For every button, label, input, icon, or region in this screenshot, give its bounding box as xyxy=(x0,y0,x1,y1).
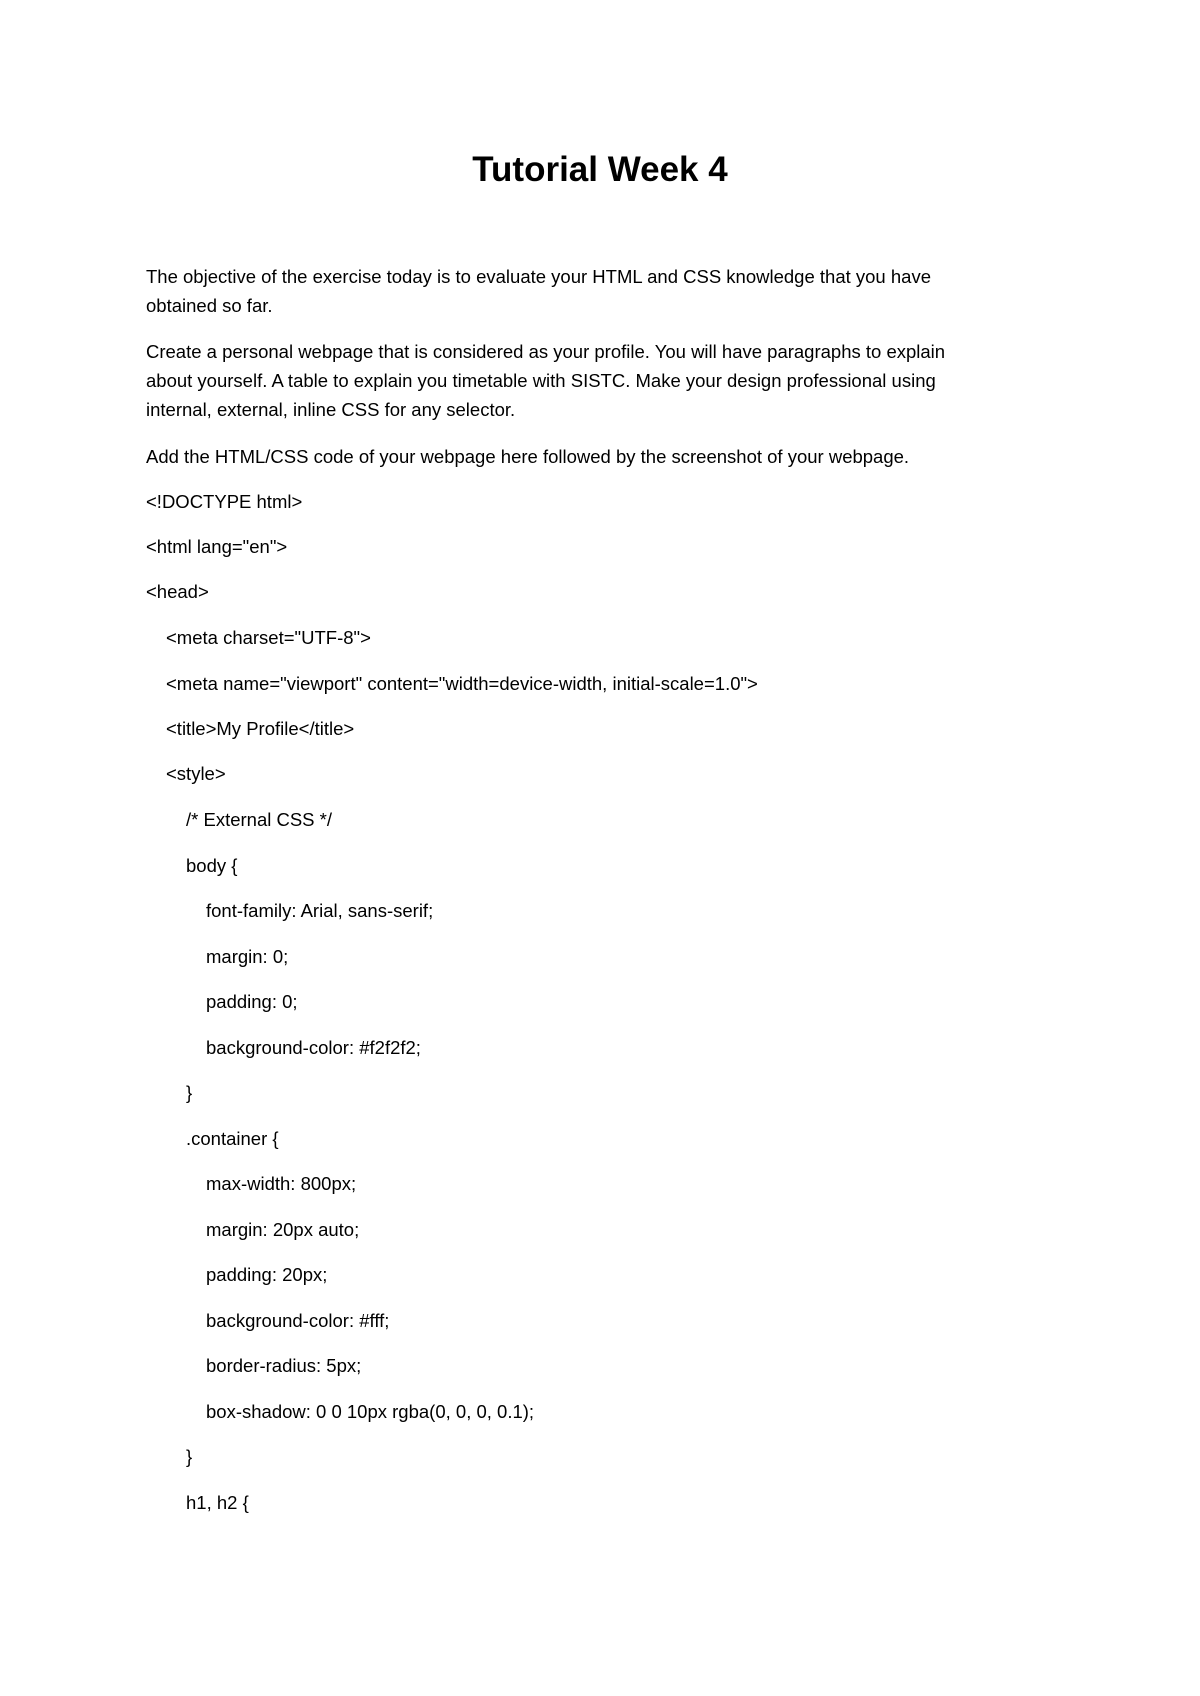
code-line: margin: 0; xyxy=(206,946,289,967)
code-line: <meta charset="UTF-8"> xyxy=(166,627,371,648)
task-paragraph-line: internal, external, inline CSS for any selector. xyxy=(146,399,516,420)
code-line: .container { xyxy=(186,1128,279,1149)
code-line: border-radius: 5px; xyxy=(206,1355,362,1376)
code-line: max-width: 800px; xyxy=(206,1173,357,1194)
code-line: <meta name="viewport" content="width=device-width, initial-scale=1.0"> xyxy=(166,673,758,694)
instruction-paragraph: Add the HTML/CSS code of your webpage here followed by the screenshot of your webpage. xyxy=(146,446,910,467)
code-line: <!DOCTYPE html> xyxy=(146,491,303,512)
code-line: /* External CSS */ xyxy=(186,809,333,830)
intro-paragraph-line: The objective of the exercise today is to evaluate your HTML and CSS knowledge that you have xyxy=(146,266,931,287)
code-line: <html lang="en"> xyxy=(146,536,288,557)
code-line: <style> xyxy=(166,763,226,784)
code-line: margin: 20px auto; xyxy=(206,1219,360,1240)
code-line: <head> xyxy=(146,581,209,602)
code-line: font-family: Arial, sans-serif; xyxy=(206,900,434,921)
code-line: } xyxy=(186,1082,193,1103)
code-line: } xyxy=(186,1446,193,1467)
code-line: padding: 20px; xyxy=(206,1264,328,1285)
code-line: h1, h2 { xyxy=(186,1492,249,1513)
code-line: background-color: #fff; xyxy=(206,1310,390,1331)
task-paragraph-line: about yourself. A table to explain you timetable with SISTC. Make your design professional using xyxy=(146,370,936,391)
code-line: box-shadow: 0 0 10px rgba(0, 0, 0, 0.1); xyxy=(206,1401,535,1422)
intro-paragraph-line: obtained so far. xyxy=(146,295,273,316)
code-line: <title>My Profile</title> xyxy=(166,718,355,739)
code-line: background-color: #f2f2f2; xyxy=(206,1037,421,1058)
task-paragraph-line: Create a personal webpage that is considered as your profile. You will have paragraphs to explain xyxy=(146,341,946,362)
code-line: body { xyxy=(186,855,238,876)
code-line: padding: 0; xyxy=(206,991,298,1012)
page-title: Tutorial Week 4 xyxy=(472,150,728,189)
